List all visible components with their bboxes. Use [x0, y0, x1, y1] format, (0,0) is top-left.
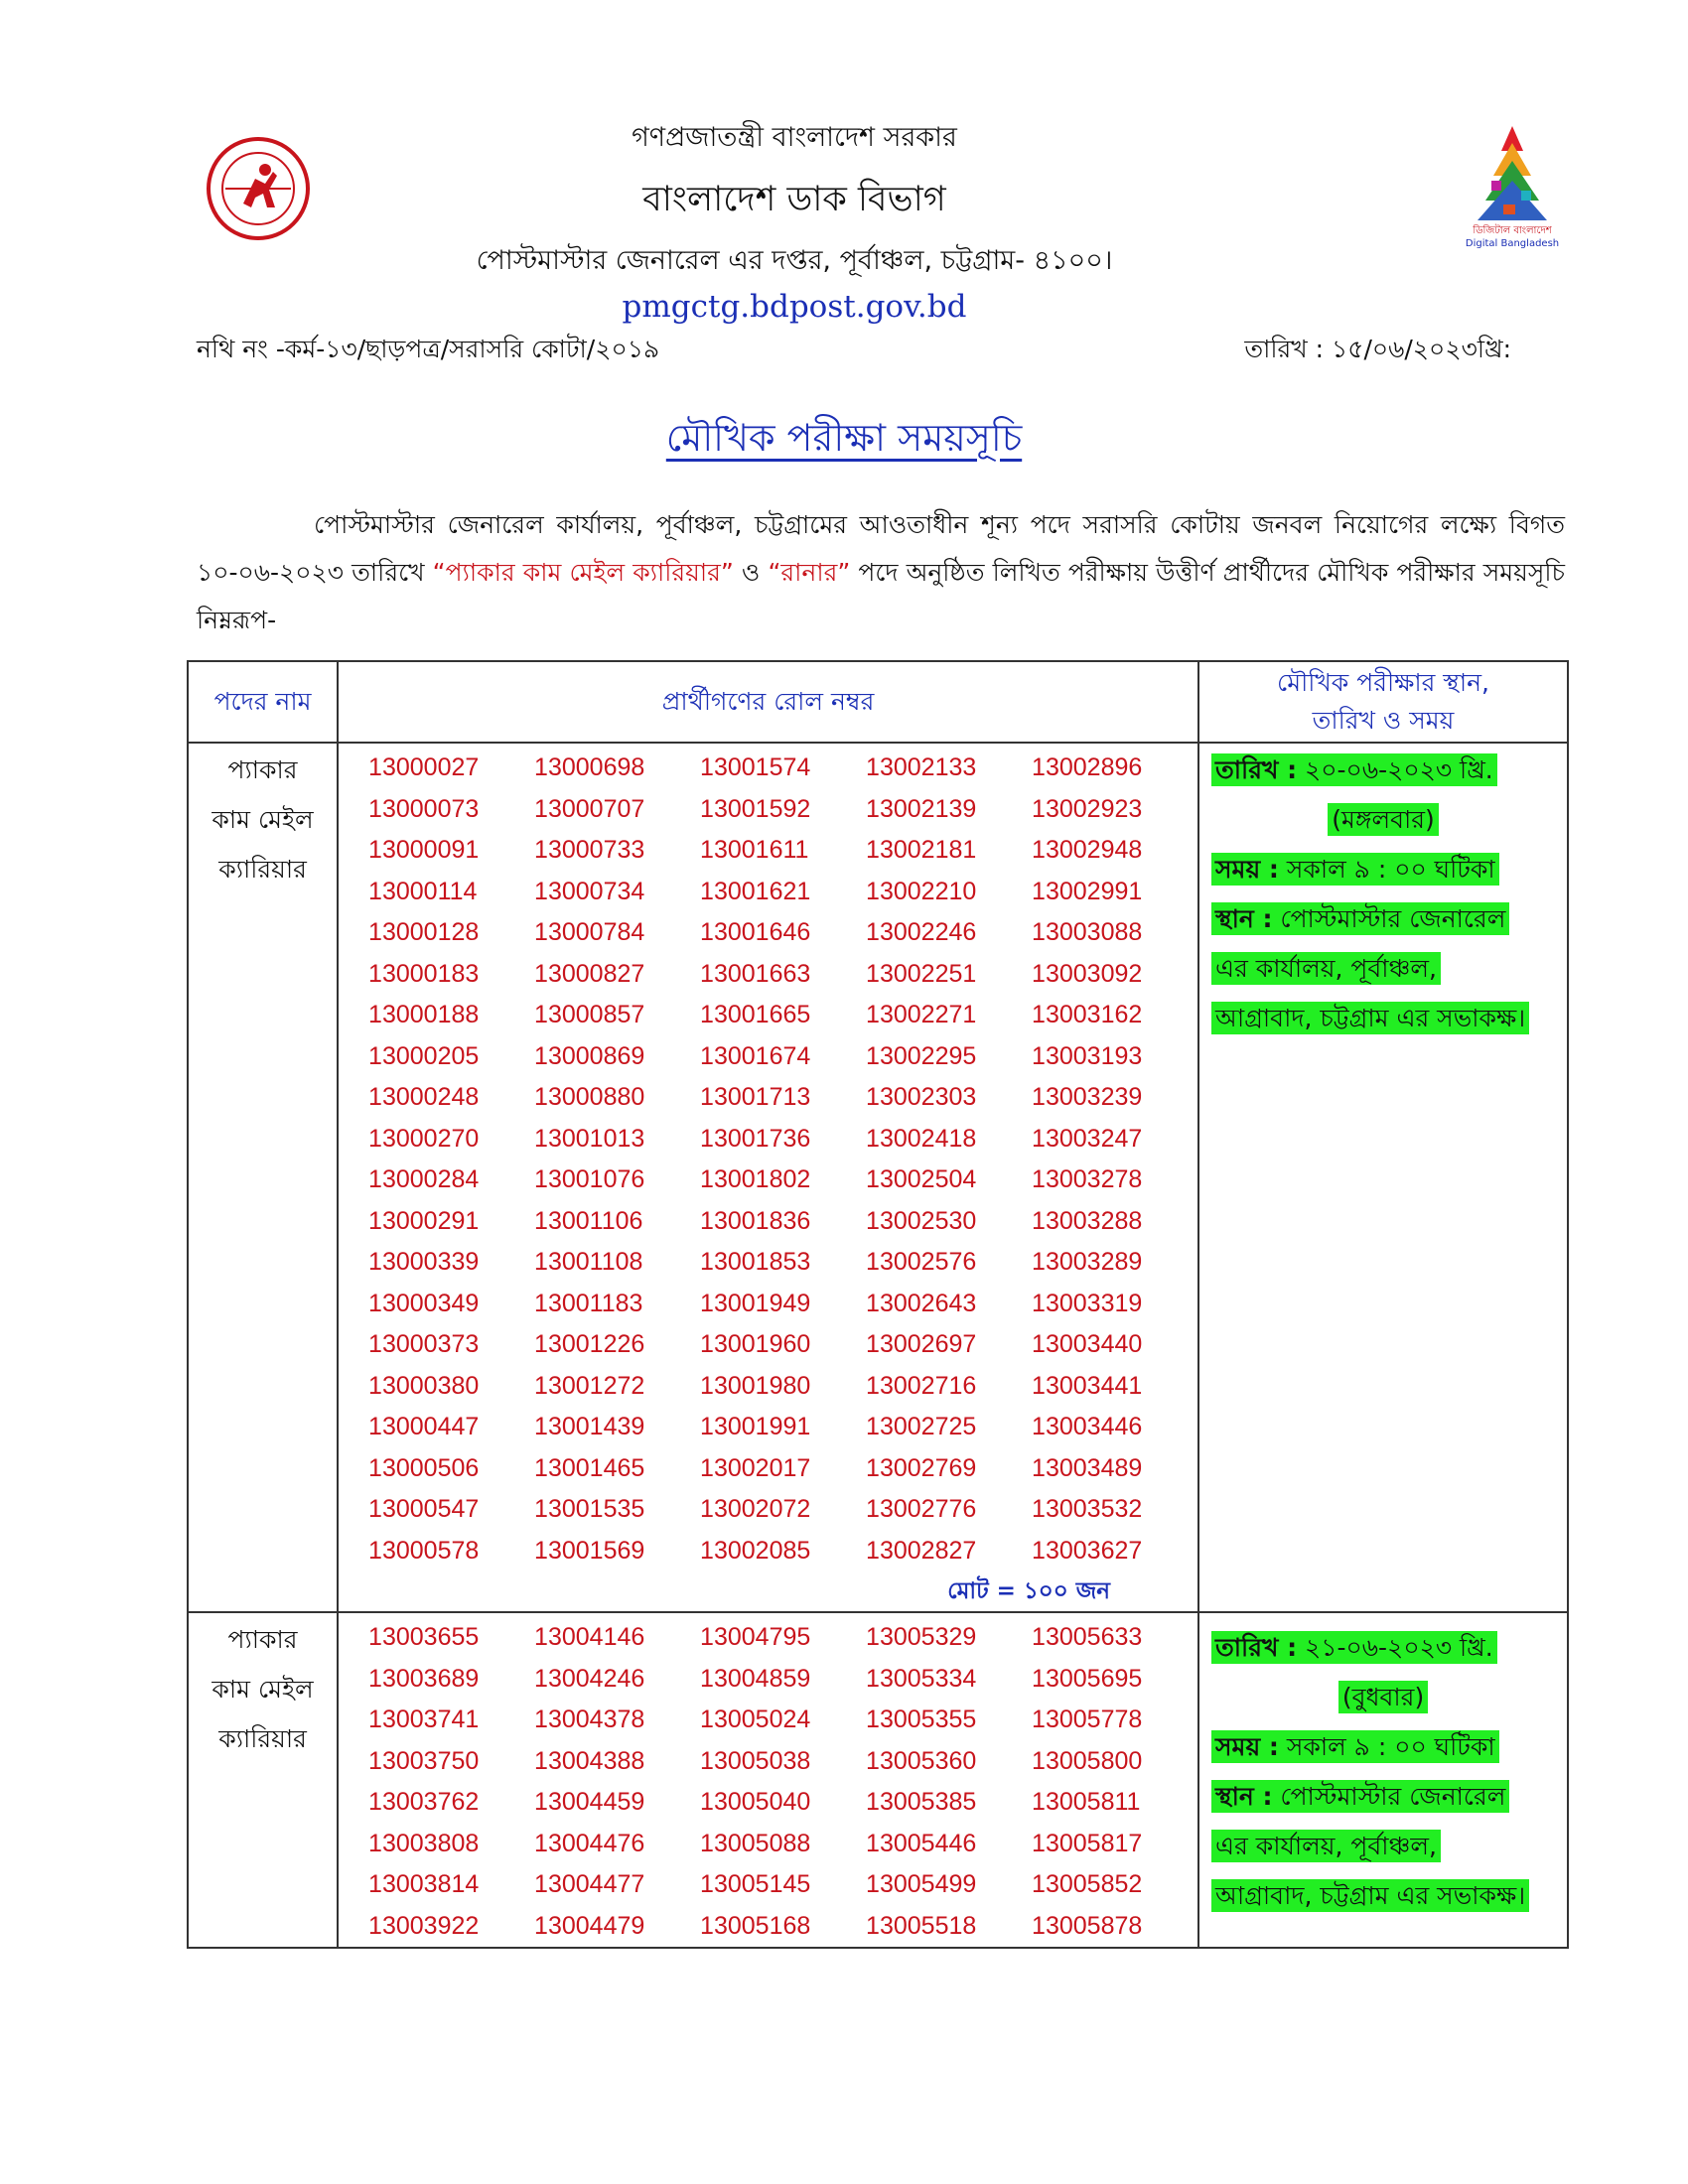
roll-number: 13002303: [866, 1083, 977, 1111]
roll-number: 13001853: [700, 1248, 811, 1276]
roll-number: 13004388: [534, 1746, 645, 1775]
roll-number: 13000027: [368, 753, 480, 781]
place-highlight: [1211, 1780, 1509, 1813]
date-value: ২১-০৬-২০২৩ খ্রি.: [1305, 1633, 1493, 1662]
government-name: গণপ্রজাতন্ত্রী বাংলাদেশ সরকার: [632, 122, 957, 153]
roll-number: 13002085: [700, 1536, 811, 1565]
time-value: সকাল ৯ : ০০ ঘটিকা: [1286, 1732, 1495, 1761]
roll-number: 13000698: [534, 753, 645, 781]
header-venue-line2: তারিখ ও সময়: [1312, 706, 1455, 735]
post-name-quote-1: “প্যাকার কাম মেইল ক্যারিয়ার”: [432, 558, 734, 587]
roll-number: 13003319: [1032, 1289, 1143, 1317]
day-name: (মঙ্গলবার): [1328, 803, 1439, 836]
roll-number: 13000091: [368, 836, 480, 864]
venue-cell: [1198, 743, 1568, 1612]
roll-number: 13001949: [700, 1289, 811, 1317]
website-url[interactable]: pmgctg.bdpost.gov.bd: [622, 289, 967, 325]
roll-number: 13001736: [700, 1124, 811, 1153]
roll-number: 13001621: [700, 877, 811, 905]
roll-number: 13005088: [700, 1829, 811, 1857]
roll-number: 13001592: [700, 794, 811, 823]
roll-number: 13000349: [368, 1289, 480, 1317]
post-line: প্যাকার: [227, 1625, 298, 1654]
roll-number: 13000880: [534, 1083, 645, 1111]
roll-number: 13004859: [700, 1664, 811, 1693]
roll-number: 13001802: [700, 1165, 811, 1193]
header-venue-line1: মৌখিক পরীক্ষার স্থান,: [1277, 668, 1489, 697]
para-part3: পদে অনুষ্ঠিত লিখিত পরীক্ষায় উত্তীর্ণ প্রার্থীদের মৌখিক পরীক্ষার সময়সূচি নিম্নরূপ-: [197, 558, 1565, 634]
department-name: বাংলাদেশ ডাক বিভাগ: [642, 180, 946, 219]
roll-number: 13000547: [368, 1495, 480, 1523]
roll-number: 13003092: [1032, 959, 1143, 988]
roll-number: 13004246: [534, 1664, 645, 1693]
letterhead: [0, 117, 1688, 325]
roll-number: 13001535: [534, 1495, 645, 1523]
time-label: সময় :: [1215, 1732, 1279, 1761]
roll-number: 13001665: [700, 1001, 811, 1028]
roll-number: 13003741: [368, 1706, 480, 1733]
schedule-table: [187, 660, 1569, 1949]
roll-number: 13004795: [700, 1623, 811, 1651]
roll-number: 13001674: [700, 1041, 811, 1070]
roll-number: 13000784: [534, 918, 645, 946]
roll-number: 13000284: [368, 1165, 480, 1193]
roll-number: 13002210: [866, 877, 977, 905]
roll-number: 13005633: [1032, 1623, 1143, 1651]
post-line: কাম মেইল: [211, 1675, 314, 1704]
roll-numbers-cell: [338, 743, 1198, 1612]
table-row: [188, 1612, 1568, 1948]
roll-number: 13005334: [866, 1664, 977, 1693]
roll-number: 13000857: [534, 1001, 645, 1028]
roll-number: 13003193: [1032, 1041, 1143, 1070]
roll-number: 13002181: [866, 836, 977, 864]
roll-number: 13003088: [1032, 918, 1143, 946]
roll-number: 13003532: [1032, 1495, 1143, 1523]
roll-number: 13002530: [866, 1206, 977, 1235]
roll-number: 13002072: [700, 1495, 811, 1523]
roll-number: 13005385: [866, 1788, 977, 1816]
roll-number: 13003278: [1032, 1165, 1143, 1193]
roll-number: 13002697: [866, 1330, 977, 1358]
roll-number: 13005778: [1032, 1706, 1143, 1733]
roll-number: 13001713: [700, 1083, 811, 1111]
roll-number: 13003627: [1032, 1536, 1143, 1565]
roll-number: 13001960: [700, 1330, 811, 1358]
day-name: (বুধবার): [1338, 1681, 1428, 1713]
roll-number: 13002295: [866, 1041, 977, 1070]
digital-bangladesh-en: Digital Bangladesh: [1465, 238, 1560, 249]
time-label: সময় :: [1215, 855, 1279, 884]
roll-number: 13002139: [866, 794, 977, 823]
roll-number: 13000734: [534, 877, 645, 905]
roll-number: 13002923: [1032, 794, 1143, 823]
table-header-row: [188, 661, 1568, 743]
roll-number: 13003441: [1032, 1371, 1143, 1400]
roll-number: 13000869: [534, 1041, 645, 1070]
roll-number: 13003762: [368, 1788, 480, 1816]
roll-number: 13005852: [1032, 1870, 1143, 1898]
roll-number: 13005499: [866, 1870, 977, 1898]
title-text: মৌখিক পরীক্ষা সময়সূচি: [665, 416, 1023, 460]
place-label: স্থান :: [1215, 1782, 1273, 1811]
roll-number: 13003922: [368, 1911, 480, 1940]
digital-bangladesh-bn: ডিজিটাল বাংলাদেশ: [1473, 225, 1552, 236]
roll-number: 13002948: [1032, 836, 1143, 864]
roll-number: 13000128: [368, 918, 480, 946]
roll-number: 13005811: [1032, 1788, 1141, 1816]
roll-number: 13002133: [866, 753, 977, 781]
roll-number: 13003750: [368, 1746, 480, 1775]
roll-number: 13003247: [1032, 1124, 1143, 1153]
roll-number: 13000707: [534, 794, 645, 823]
roll-number: 13000248: [368, 1083, 480, 1111]
date-highlight: [1211, 753, 1497, 786]
roll-number: 13000506: [368, 1453, 480, 1482]
roll-number: 13001272: [534, 1371, 645, 1400]
date-highlight: [1211, 1631, 1497, 1664]
roll-grid: [368, 1617, 1197, 1947]
roll-number: 13005040: [700, 1788, 811, 1816]
roll-number: 13003446: [1032, 1413, 1143, 1440]
roll-number: 13004479: [534, 1911, 645, 1940]
roll-number: 13000373: [368, 1330, 480, 1358]
roll-number: 13000447: [368, 1413, 480, 1440]
roll-number: 13005168: [700, 1911, 811, 1940]
roll-number: 13002504: [866, 1165, 977, 1193]
post-line: ক্যারিয়ার: [218, 855, 307, 884]
roll-number: 13002769: [866, 1453, 977, 1482]
roll-number: 13002827: [866, 1536, 977, 1565]
time-highlight: [1211, 1730, 1499, 1763]
date-value: ২০-০৬-২০২৩ খ্রি.: [1305, 755, 1493, 784]
roll-number: 13004146: [534, 1623, 645, 1651]
roll-number: 13000205: [368, 1041, 480, 1070]
place-highlight: [1211, 902, 1509, 935]
roll-number: 13002716: [866, 1371, 977, 1400]
header-post: পদের নাম: [188, 661, 338, 743]
post-line: প্যাকার: [227, 755, 298, 784]
page-title: [0, 409, 1688, 473]
venue-cell: [1198, 1612, 1568, 1948]
roll-number: 13004477: [534, 1870, 645, 1898]
roll-number: 13005360: [866, 1746, 977, 1775]
roll-number: 13000114: [368, 877, 478, 905]
roll-number: 13005145: [700, 1870, 811, 1898]
roll-number: 13001106: [534, 1206, 643, 1235]
table-row: [188, 743, 1568, 1612]
date-label: তারিখ :: [1215, 1633, 1298, 1662]
roll-number: 13001183: [534, 1289, 643, 1317]
roll-number: 13001991: [700, 1413, 811, 1440]
roll-number: 13004476: [534, 1829, 645, 1857]
roll-number: 13001108: [534, 1248, 643, 1276]
place-line: পোস্টমাস্টার জেনারেল: [1280, 904, 1506, 933]
header-rolls: প্রার্থীগণের রোল নম্বর: [338, 661, 1198, 743]
roll-grid: [368, 748, 1197, 1571]
roll-number: 13005878: [1032, 1911, 1143, 1940]
roll-number: 13001439: [534, 1413, 645, 1440]
roll-number: 13003814: [368, 1870, 480, 1898]
roll-number: 13005355: [866, 1706, 977, 1733]
roll-number: 13005446: [866, 1829, 977, 1857]
roll-number: 13000827: [534, 959, 645, 988]
roll-number: 13002896: [1032, 753, 1143, 781]
roll-number: 13001980: [700, 1371, 811, 1400]
roll-number: 13003288: [1032, 1206, 1143, 1235]
roll-number: 13001611: [700, 836, 809, 864]
roll-number: 13002017: [700, 1453, 811, 1482]
header-venue: [1198, 661, 1568, 743]
roll-number: 13001076: [534, 1165, 645, 1193]
post-name-cell: [188, 743, 338, 1612]
roll-number: 13000380: [368, 1371, 480, 1400]
roll-number: 13003239: [1032, 1083, 1143, 1111]
roll-number: 13001465: [534, 1453, 645, 1482]
roll-number: 13001646: [700, 918, 811, 946]
para-part2: ও: [733, 558, 769, 587]
roll-number: 13002246: [866, 918, 977, 946]
file-number: নথি নং -কর্ম-১৩/ছাড়পত্র/সরাসরি কোটা/২০১৯: [197, 335, 660, 363]
post-line: কাম মেইল: [211, 805, 314, 834]
roll-number: 13000291: [368, 1206, 480, 1235]
roll-number: 13002776: [866, 1495, 977, 1523]
post-line: ক্যারিয়ার: [218, 1724, 307, 1753]
roll-number: 13002725: [866, 1413, 977, 1440]
document-date: তারিখ : ১৫/০৬/২০২৩খ্রি:: [1244, 335, 1511, 363]
roll-number: 13003689: [368, 1664, 480, 1693]
roll-number: 13003655: [368, 1623, 480, 1651]
post-name-quote-2: “রানার”: [768, 558, 851, 587]
roll-numbers-cell: [338, 1612, 1198, 1948]
roll-number: 13005695: [1032, 1664, 1143, 1693]
roll-number: 13004459: [534, 1788, 645, 1816]
roll-number: 13000270: [368, 1124, 480, 1153]
roll-number: 13001013: [534, 1124, 645, 1153]
roll-number: 13001226: [534, 1330, 645, 1358]
roll-number: 13000073: [368, 794, 480, 823]
roll-number: 13000339: [368, 1248, 480, 1276]
roll-number: 13003808: [368, 1829, 480, 1857]
roll-number: 13000578: [368, 1536, 480, 1565]
roll-number: 13003289: [1032, 1248, 1143, 1276]
roll-number: 13001569: [534, 1536, 645, 1565]
roll-number: 13002991: [1032, 877, 1143, 905]
total-count: মোট = ১০০ জন: [947, 1578, 1111, 1604]
roll-number: 13002251: [866, 959, 977, 988]
roll-number: 13003489: [1032, 1453, 1143, 1482]
roll-number: 13002418: [866, 1124, 977, 1153]
place-line: এর কার্যালয়, পূর্বাঞ্চল,: [1211, 1830, 1441, 1862]
roll-number: 13001836: [700, 1206, 811, 1235]
roll-number: 13005817: [1032, 1829, 1143, 1857]
roll-number: 13005329: [866, 1623, 977, 1651]
office-address: পোস্টমাস্টার জেনারেল এর দপ্তর, পূর্বাঞ্চল, চট্টগ্রাম- ৪১০০।: [476, 245, 1113, 276]
roll-number: 13005038: [700, 1746, 811, 1775]
roll-number: 13004378: [534, 1706, 645, 1733]
roll-number: 13002643: [866, 1289, 977, 1317]
place-line: আগ্রাবাদ, চট্টগ্রাম এর সভাকক্ষ।: [1211, 1879, 1529, 1912]
para-part1: পোস্টমাস্টার জেনারেল কার্যালয়, পূর্বাঞ্চল, চট্টগ্রামের আওতাধীন শূন্য পদে সরাসরি কোটায় জনবল নিয়োগের লক্ষ্যে বিগত ১০-০৬-২০২৩ তারিখে: [197, 510, 1565, 587]
roll-number: 13005800: [1032, 1746, 1143, 1775]
date-label: তারিখ :: [1215, 755, 1298, 784]
time-value: সকাল ৯ : ০০ ঘটিকা: [1286, 855, 1495, 884]
place-line: পোস্টমাস্টার জেনারেল: [1280, 1782, 1506, 1811]
intro-paragraph: [197, 501, 1565, 644]
roll-number: 13003162: [1032, 1001, 1143, 1028]
place-label: স্থান :: [1215, 904, 1273, 933]
roll-number: 13002576: [866, 1248, 977, 1276]
roll-number: 13005518: [866, 1911, 977, 1940]
place-line: এর কার্যালয়, পূর্বাঞ্চল,: [1211, 952, 1441, 985]
roll-number: 13001574: [700, 753, 811, 781]
roll-number: 13000733: [534, 836, 645, 864]
roll-number: 13001663: [700, 959, 811, 988]
roll-number: 13000188: [368, 1001, 480, 1028]
place-line: আগ্রাবাদ, চট্টগ্রাম এর সভাকক্ষ।: [1211, 1002, 1529, 1034]
roll-number: 13002271: [866, 1001, 977, 1028]
roll-number: 13000183: [368, 959, 480, 988]
post-name-cell: [188, 1612, 338, 1948]
roll-number: 13005024: [700, 1706, 811, 1733]
roll-number: 13003440: [1032, 1330, 1143, 1358]
time-highlight: [1211, 853, 1499, 886]
